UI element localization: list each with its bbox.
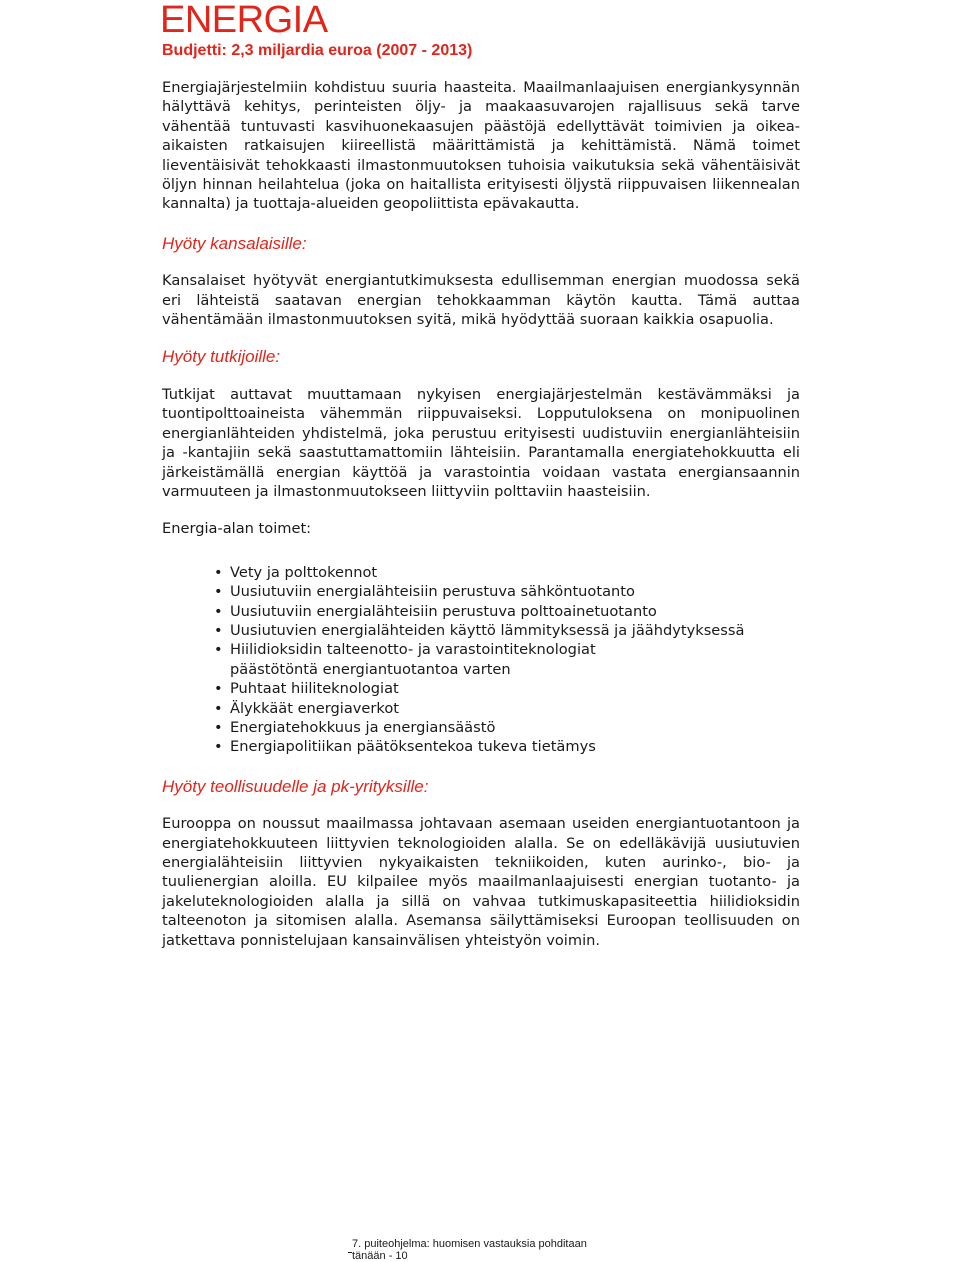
actions-intro: Energia-alan toimet:	[162, 520, 312, 538]
bullet-icon: •	[214, 738, 223, 756]
list-item	[214, 737, 800, 756]
budget-line: Budjetti: 2,3 miljardia euroa (2007 - 2013)	[162, 42, 473, 59]
intro-paragraph: Energiajärjestelmiin kohdistuu suuria haasteita. Maailmanlaajuisen energiankysynnän hälyttävä kehitys, perinteisten öljy- ja maakaasuvarojen rajallisuus sekä tarve vähentää tuntuvasti kasvihuonekaasujen päästöjä edellyttävät toimivien ja oikea-aikaisten ratkaisujen kiireellistä määrittämistä ja kehittämistä. Nämä toimet lieventäisivät tehokkaasti ilmastonmuutoksen tuhoisia vaikutuksia sekä vähentäisivät öljyn hinnan heilahtelua (joka on haitallista erityisesti öljystä riippuvaisen liikennealan kannalta) ja tuottaja-alueiden geopoliittista epävakautta.	[162, 79, 800, 213]
bullet-icon: •	[214, 621, 223, 639]
list-item-text: Energiapolitiikan päätöksentekoa tukeva tietämys	[230, 738, 596, 756]
industry-heading: Hyöty teollisuudelle ja pk-yrityksille:	[162, 776, 429, 796]
bullet-icon: •	[214, 680, 223, 698]
list-item	[214, 699, 800, 718]
footer-text: 7. puiteohjelma: huomisen vastauksia pohditaan tänään - 10	[352, 1238, 610, 1262]
list-item	[214, 582, 800, 601]
bullet-icon: •	[214, 718, 223, 736]
list-item-text: Vety ja polttokennot	[230, 563, 378, 581]
bullet-icon: •	[214, 563, 223, 581]
list-item	[214, 563, 800, 582]
list-item	[214, 602, 800, 621]
bullet-icon: •	[214, 641, 223, 659]
list-item-text: Uusiutuviin energialähteisiin perustuva polttoainetuotanto	[230, 602, 657, 620]
page-title: ENERGIA	[160, 0, 328, 41]
bullet-icon: •	[214, 602, 223, 620]
list-item	[214, 621, 800, 640]
list-item-text: Hiilidioksidin talteenotto- ja varastointiteknologiat päästötöntä energiantuotantoa varten	[230, 641, 596, 678]
bullet-icon: •	[214, 699, 223, 717]
list-item-text: Älykkäät energiaverkot	[230, 699, 399, 717]
list-item-text: Puhtaat hiiliteknologiat	[230, 680, 399, 698]
citizens-heading: Hyöty kansalaisille:	[162, 233, 307, 253]
main-content	[162, 78, 800, 950]
list-item-text: Uusiutuviin energialähteisiin perustuva sähköntuotanto	[230, 583, 635, 601]
bullet-icon: •	[214, 583, 223, 601]
researchers-heading: Hyöty tutkijoille:	[162, 347, 281, 367]
researchers-paragraph: Tutkijat auttavat muuttamaan nykyisen energiajärjestelmän kestävämmäksi ja tuontipolttoaineista vähemmän riippuvaiseksi. Lopputuloksena on monipuolinen energianlähteiden yhdistelmä, joka perustuu erityisesti uudistuviin energianlähteisiin ja -kantajiin sekä saastuttamattomiin lähteisiin. Parantamalla energiatehokkuutta eli järkeistämällä energian käyttöä ja varastointia voidaan vastata energiansaannin varmuuteen ja ilmastonmuutokseen liittyviin polttaviin haasteisiin.	[162, 385, 800, 500]
page-footer	[160, 1238, 610, 1262]
list-item-text: Uusiutuvien energialähteiden käyttö lämmityksessä ja jäähdytyksessä	[230, 621, 745, 639]
actions-list	[162, 563, 800, 757]
citizens-paragraph: Kansalaiset hyötyvät energiantutkimuksesta edullisemman energian muodossa sekä eri lähteistä saatavan energian tehokkaamman käytön kautta. Tämä auttaa vähentämään ilmastonmuutoksen syitä, mikä hyödyttää suoraan kaikkia osapuolia.	[162, 272, 800, 329]
list-item	[214, 718, 800, 737]
industry-paragraph: Eurooppa on noussut maailmassa johtavaan asemaan useiden energiantuotantoon ja energiatehokkuuteen liittyvien teknologioiden alalla. Se on edelläkävijä uusiutuvien energialähteisiin liittyvien nykyaikaisten tekniikoiden, kuten aurinko-, bio- ja tuulienergian aloilla. EU kilpailee myös maailmanlaajuisesti energian tuotanto- ja jakeluteknologioiden alalla ja sillä on vahvaa tutkimuskapasiteettia hiilidioksidin talteenoton ja sitomisen alalla. Asemansa säilyttämiseksi Euroopan teollisuuden on jatkettava ponnistelujaan kansainvälisen yhteistyön voimin.	[162, 815, 800, 949]
list-item	[214, 640, 670, 679]
list-item-text: Energiatehokkuus ja energiansäästö	[230, 718, 496, 736]
list-item	[214, 679, 800, 698]
